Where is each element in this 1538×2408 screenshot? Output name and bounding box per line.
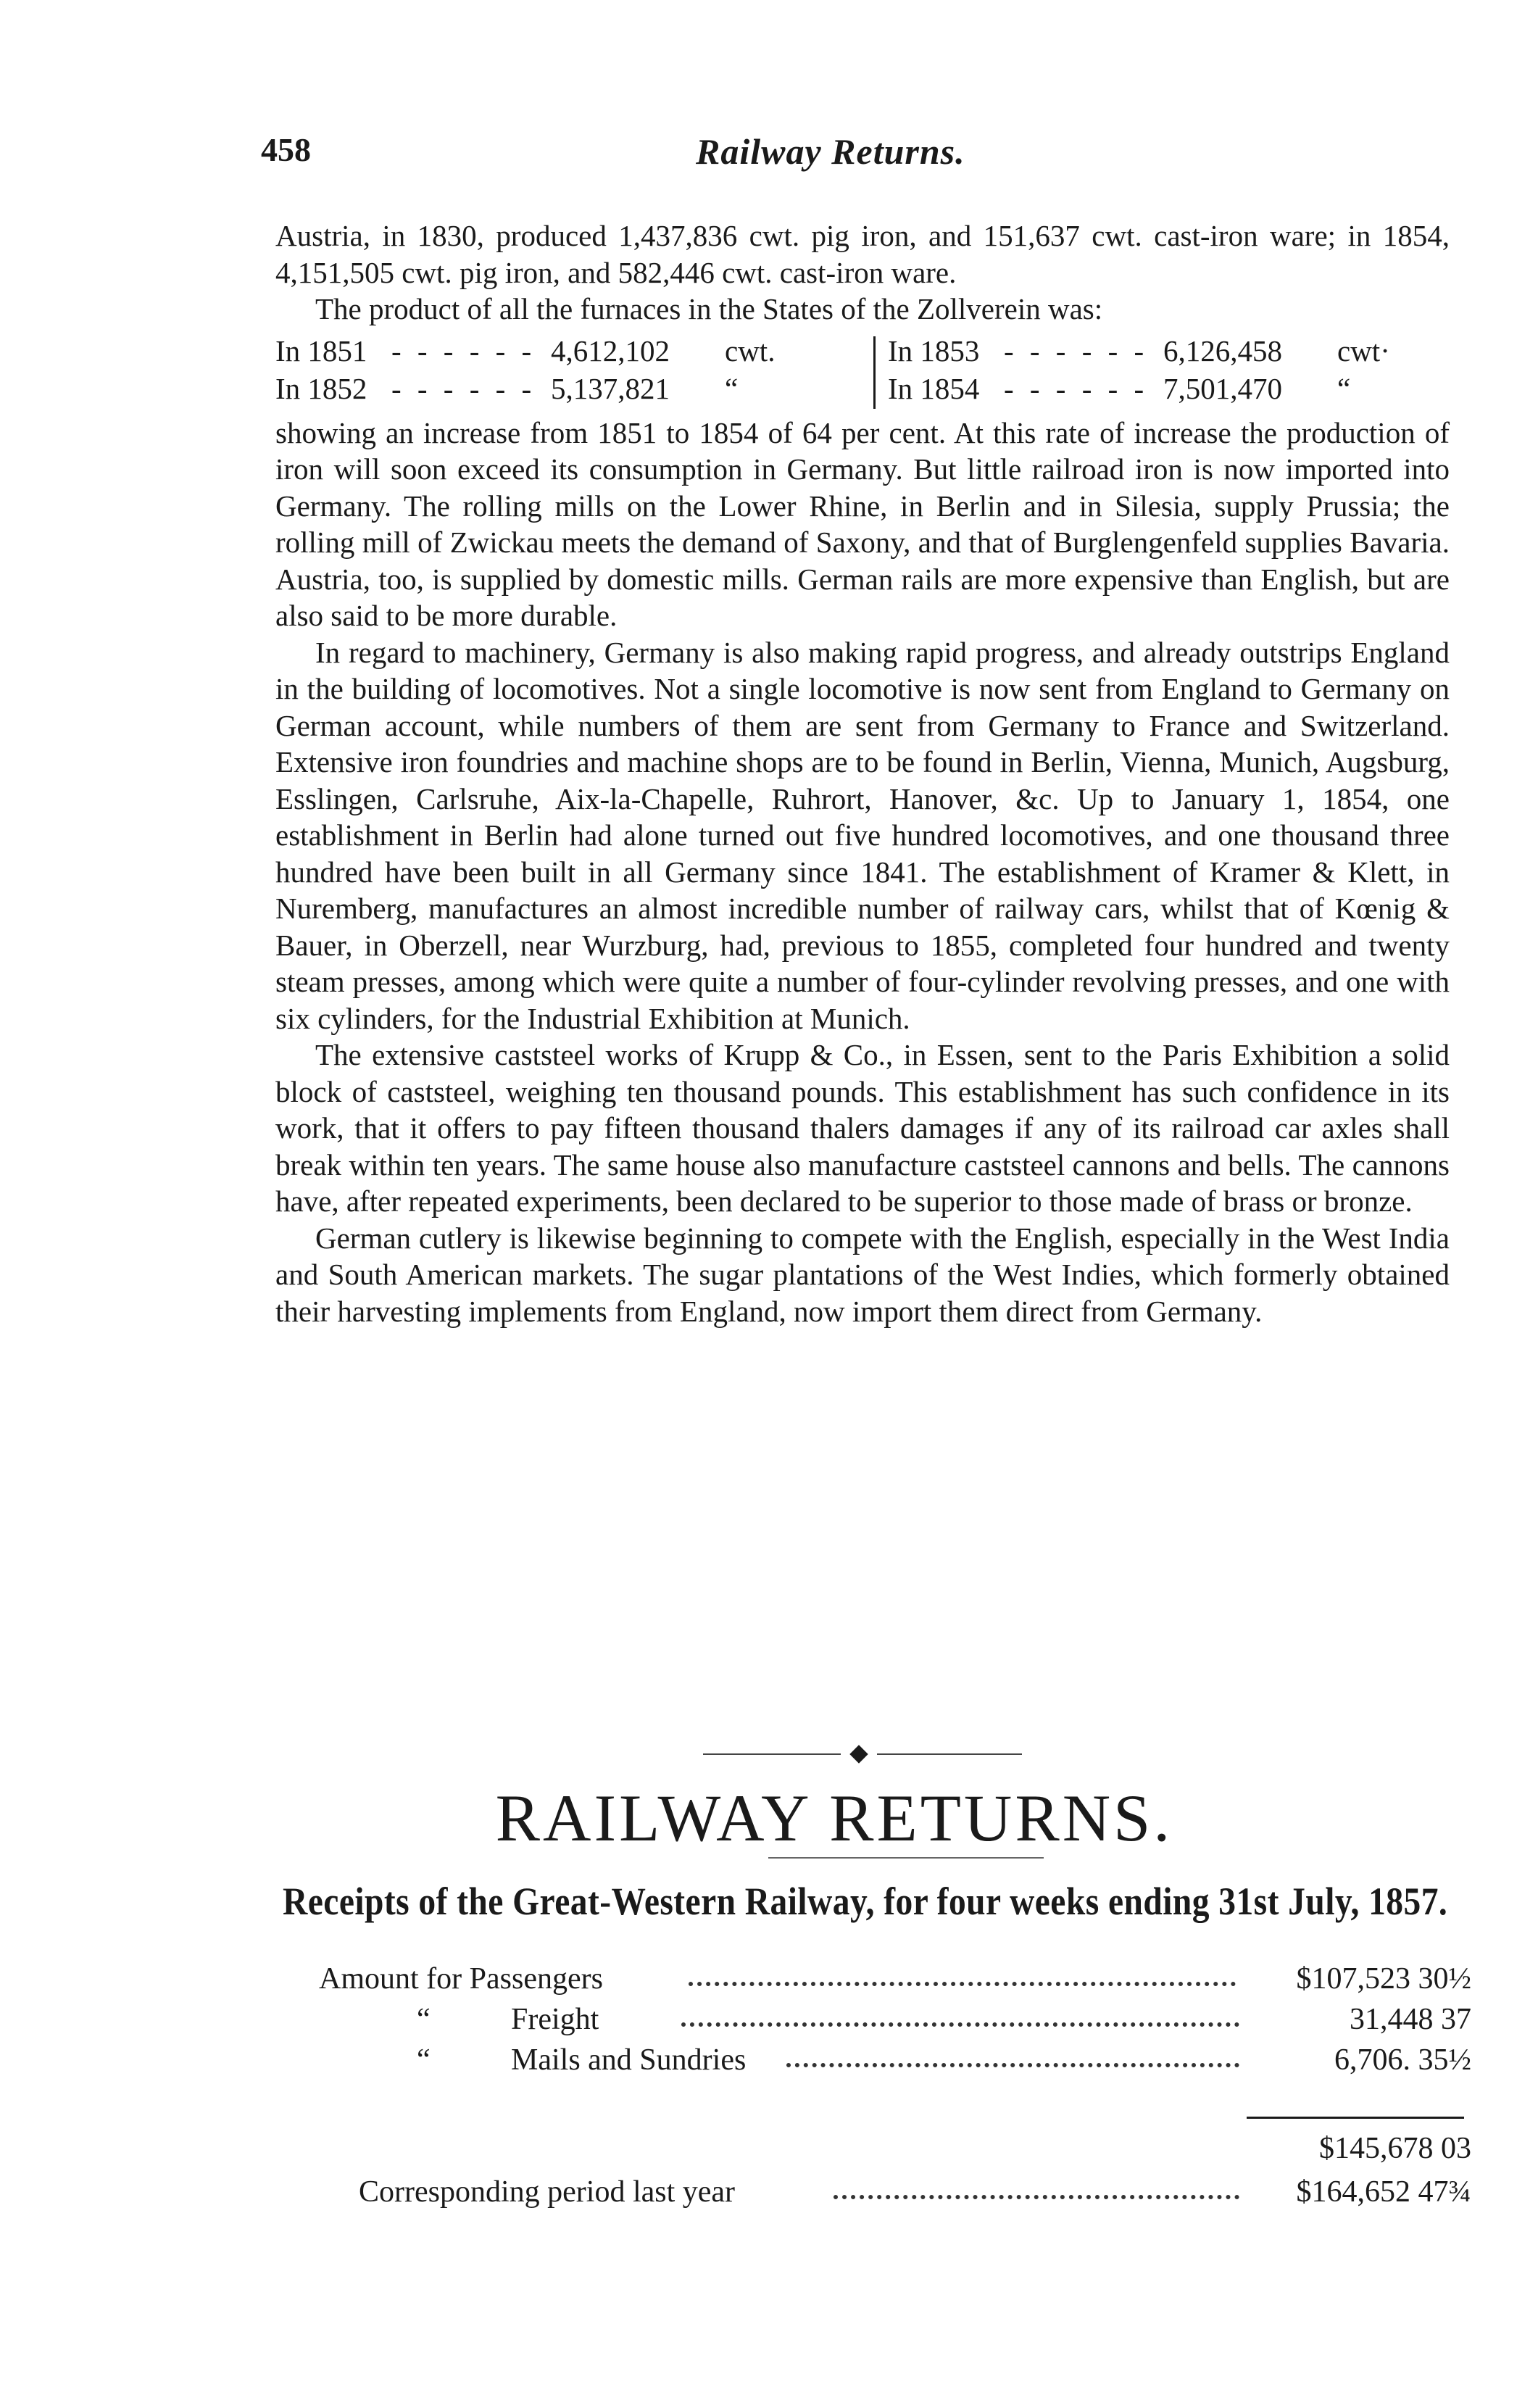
receipt-label: Mails and Sundries	[511, 2043, 747, 2077]
stat-row-1853	[888, 332, 1468, 370]
stat-year: In 1854	[888, 371, 980, 405]
title-underline	[768, 1857, 1044, 1859]
section-ornament	[703, 1743, 1022, 1765]
stats-column-right	[888, 332, 1468, 407]
dot-leader	[786, 2059, 1239, 2067]
stat-year: In 1852	[275, 371, 367, 405]
page-number: 458	[261, 131, 311, 168]
paragraph-machinery: In regard to machinery, Germany is also making rapid progress, and already outstrips England in the building of locomotives. Not a single locomotive is now sent from England to Germany on German account, while numbers of them are sent from Germany to France and Switzerland. Extensive iron foundries and machine shops are to be found in Berlin, Vienna, Munich, Augsburg, Esslingen, Carlsruhe, Aix-la-Chapelle, Ruhrort, Hanover, &c. Up to January 1, 1854, one establishment in Berlin had alone turned out five hundred locomotives, and one thousand three hundred have been built in all Germany since 1841. The establishment of Kramer & Klett, in Nuremberg, manufactures an almost incredible number of railway cars, whilst that of Kœnig & Bauer, in Oberzell, near Wurzburg, had, previous to 1855, completed four hundred and twenty steam presses, among which were quite a number of four-cylinder revolving presses, and one with six cylinders, for the Industrial Exhibition at Munich.	[275, 635, 1450, 1035]
stat-leader: - - - - - -	[391, 371, 536, 405]
receipt-amount: 31,448 37	[1350, 2003, 1471, 2036]
stat-leader: - - - - - -	[1004, 333, 1149, 368]
stat-row-1851	[275, 332, 855, 370]
paragraph-austria: Austria, in 1830, produced 1,437,836 cwt. pig iron, and 151,637 cwt. cast-iron ware; in 1854, 4,151,505 cwt. pig iron, and 582,446 cwt. cast-iron ware.	[275, 219, 1450, 289]
stat-row-1852	[275, 370, 855, 407]
receipt-label: Corresponding period last year	[359, 2175, 736, 2209]
stat-value: 4,612,102	[551, 333, 670, 368]
stat-unit: “	[1337, 371, 1351, 405]
receipts-heading: Receipts of the Great-Western Railway, for four weeks ending 31st July, 1857.	[283, 1880, 1448, 1923]
zollverein-production-table	[275, 332, 1450, 412]
receipt-row-last-year	[0, 2175, 1538, 2215]
dot-leader	[689, 1977, 1236, 1986]
receipt-row-passengers	[0, 1961, 1538, 2002]
paragraph-zollverein-intro: The product of all the furnaces in the States of the Zollverein was:	[315, 292, 1103, 325]
receipt-amount: $164,652 47¾	[1296, 2175, 1471, 2209]
stat-value: 6,126,458	[1163, 333, 1282, 368]
stat-unit: cwt.	[725, 333, 776, 368]
ditto-mark: “	[417, 2043, 431, 2077]
stat-leader: - - - - - -	[391, 333, 536, 368]
ornament-line-left	[703, 1753, 841, 1755]
stat-unit: cwt·	[1337, 333, 1390, 368]
body-text	[275, 217, 1450, 1329]
receipt-row-total	[0, 2131, 1538, 2172]
stat-year: In 1853	[888, 333, 980, 368]
paragraph-increase: showing an increase from 1851 to 1854 of 64 per cent. At this rate of increase the production of iron will soon exceed its consumption in Germany. But little railroad iron is now imported into Germany. The rolling mills on the Lower Rhine, in Berlin and in Silesia, supply Prussia; the rolling mill of Zwickau meets the demand of Saxony, and that of Burglengenfeld supplies Bavaria. Austria, too, is supplied by domestic mills. German rails are more expensive than English, but are also said to be more durable.	[275, 415, 1450, 632]
receipt-row-mails	[0, 2043, 1538, 2083]
section-title: RAILWAY RETURNS.	[495, 1781, 1173, 1855]
ornament-line-right	[877, 1753, 1022, 1755]
running-head: Railway Returns.	[696, 131, 965, 172]
receipt-row-freight	[0, 2002, 1538, 2043]
stats-column-left	[275, 332, 855, 407]
receipt-label: Freight	[511, 2003, 599, 2036]
stat-unit: “	[725, 371, 739, 405]
stat-value: 5,137,821	[551, 371, 670, 405]
paragraph-krupp: The extensive caststeel works of Krupp & Co., in Essen, sent to the Paris Exhibition a solid block of caststeel, weighing ten thousand pounds. This establishment has such confidence in its work, that it offers to pay fifteen thousand thalers damages if any of its railroad car axles shall break within ten years. The same house also manufacture caststeel cannons and bells. The cannons have, after repeated experiments, been declared to be superior to those made of brass or bronze.	[275, 1038, 1450, 1218]
receipt-amount: $107,523 30½	[1296, 1962, 1471, 1996]
stat-leader: - - - - - -	[1004, 371, 1149, 405]
total-rule	[1247, 2117, 1464, 2119]
column-divider	[873, 336, 876, 409]
receipt-amount: 6,706. 35½	[1334, 2043, 1471, 2077]
paragraph-cutlery: German cutlery is likewise beginning to compete with the English, especially in the West India and South American markets. The sugar plantations of the West Indies, which formerly obtained their harvesting implements from England, now import them direct from Germany.	[275, 1221, 1450, 1328]
page-header	[261, 130, 1451, 188]
ornament-diamond	[849, 1745, 868, 1763]
stat-year: In 1851	[275, 333, 367, 368]
dot-leader	[681, 2018, 1239, 2027]
dot-leader	[834, 2191, 1239, 2199]
stat-value: 7,501,470	[1163, 371, 1282, 405]
stat-row-1854	[888, 370, 1468, 407]
receipt-label: Amount for Passengers	[319, 1962, 603, 1996]
ditto-mark: “	[417, 2003, 431, 2036]
receipt-total-amount: $145,678 03	[1319, 2132, 1471, 2165]
